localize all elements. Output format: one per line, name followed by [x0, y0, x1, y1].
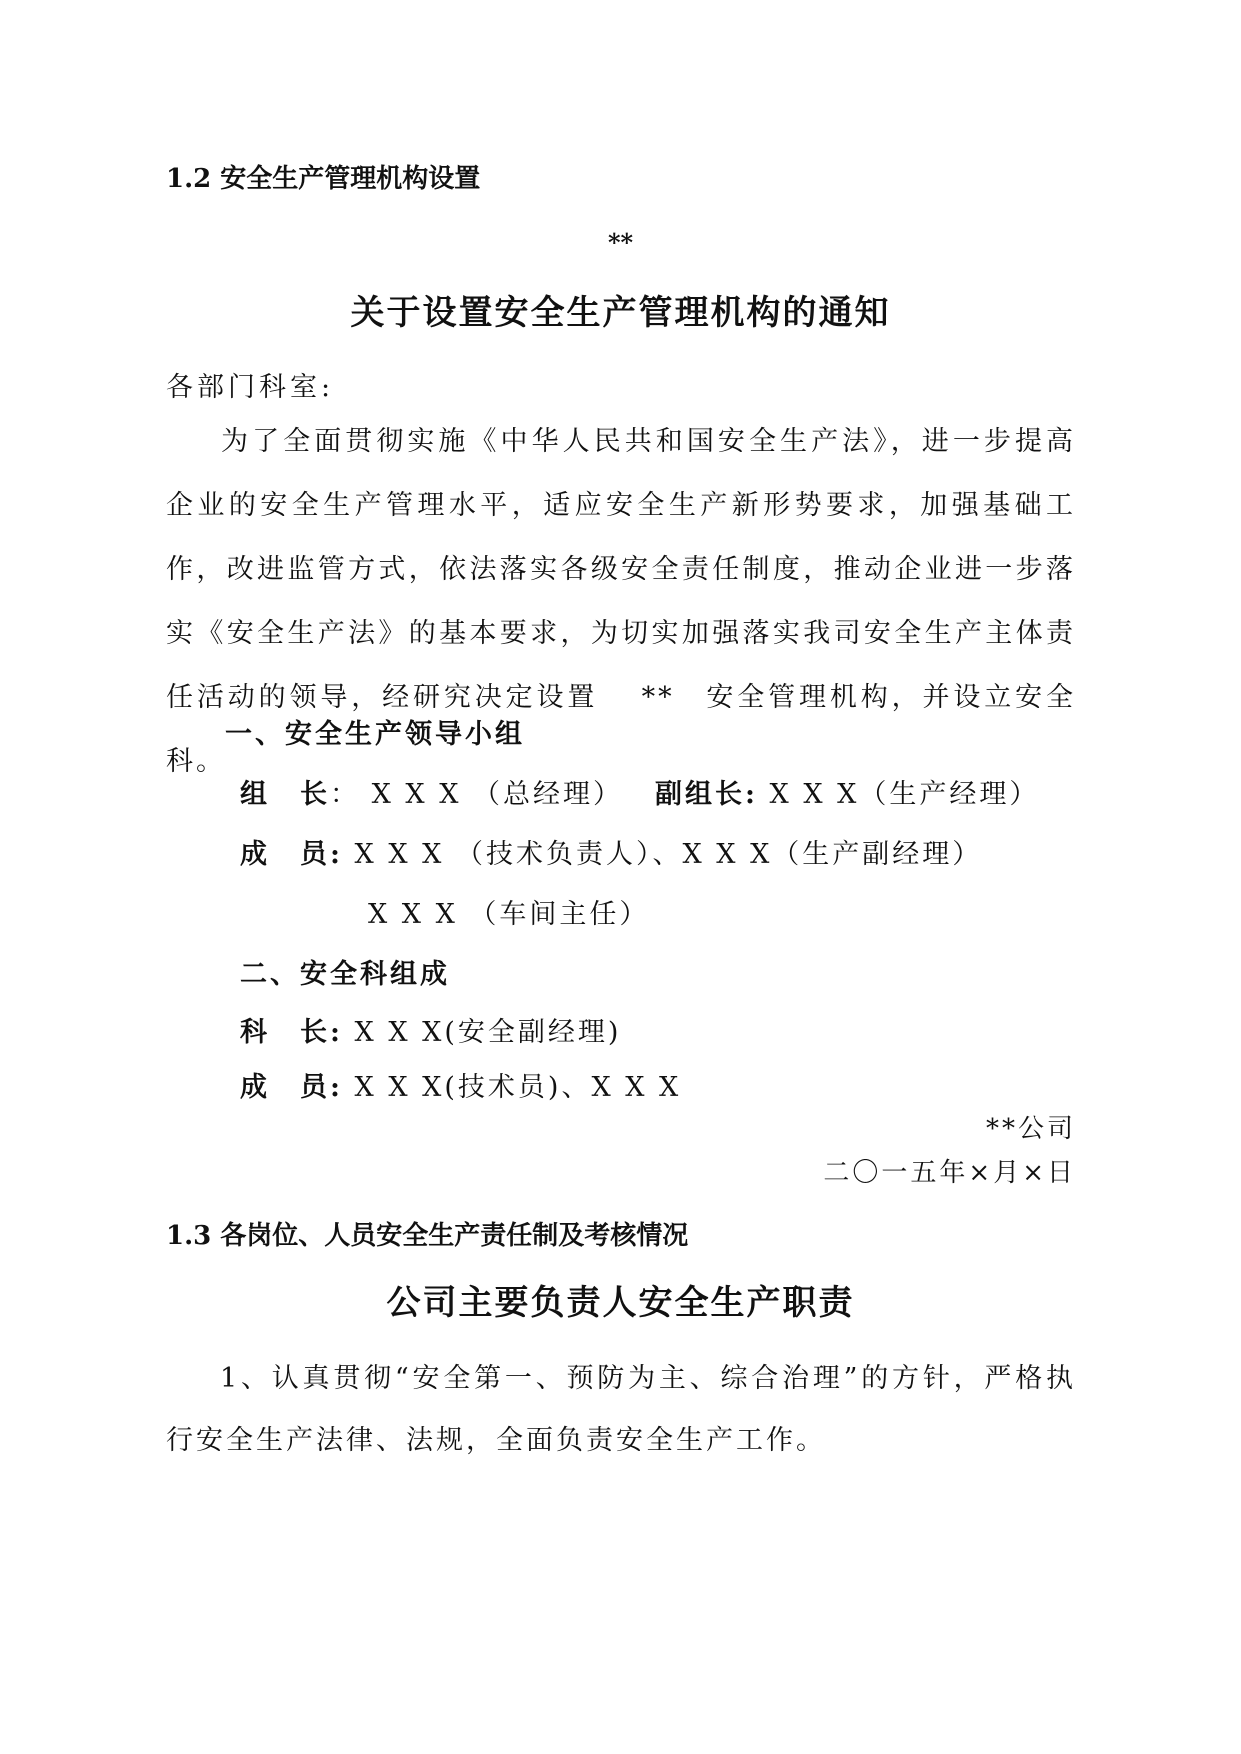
safety-members-label: 成 员:	[240, 1072, 343, 1103]
duty-paragraph-text: 1、认真贯彻“安全第一、预防为主、综合治理”的方针，严格执行安全生产法律、法规，全面负责安全生产工作。	[166, 1363, 1076, 1456]
section-heading-1-2: 1.2 安全生产管理机构设置	[166, 164, 481, 194]
duty-title: 公司主要负责人安全生产职责	[386, 1283, 855, 1323]
signature-company: **公司	[985, 1114, 1076, 1144]
chief-label: 科 长:	[240, 1017, 343, 1048]
company-placeholder-stars: **	[607, 228, 634, 257]
members-label: 成 员:	[240, 839, 343, 870]
leader-value: ： X X X （总经理）	[330, 779, 623, 810]
deputy-value: X X X（生产经理）	[757, 779, 1040, 810]
chief-row	[240, 1010, 621, 1049]
members-row	[240, 832, 982, 871]
members-row-2: X X X （车间主任）	[368, 899, 650, 930]
leadership-group-heading: 一、安全生产领导小组	[225, 719, 525, 750]
safety-section-heading: 二、安全科组成	[240, 959, 450, 990]
section-heading-1-3: 1.3 各岗位、人员安全生产责任制及考核情况	[166, 1221, 689, 1251]
duty-paragraph	[166, 1348, 1076, 1472]
leader-label: 组 长	[240, 779, 330, 810]
chief-value: X X X(安全副经理)	[342, 1017, 622, 1048]
deputy-label: 副组长:	[655, 779, 758, 810]
safety-members-row	[240, 1065, 681, 1104]
deputy-row	[655, 772, 1039, 811]
salutation: 各部门科室:	[166, 372, 335, 403]
safety-members-value: X X X(技术员)、X X X	[342, 1072, 682, 1103]
notice-title: 关于设置安全生产管理机构的通知	[350, 293, 891, 333]
signature-date: 二〇一五年×月×日	[823, 1158, 1076, 1188]
leader-row	[240, 772, 623, 811]
members-value: X X X （技术负责人）、X X X（生产副经理）	[342, 839, 983, 870]
notice-paragraph-text: 为了全面贯彻实施《中华人民共和国安全生产法》，进一步提高企业的安全生产管理水平，适应安全生产新形势要求，加强基础工作，改进监管方式，依法落实各级安全责任制度，推动企业进一步落实《安全生产法》的基本要求，为切实加强落实我司安全生产主体责任活动的领导，经研究决定设置 ** 安全管理机构，并设立安全科。	[166, 426, 1076, 777]
